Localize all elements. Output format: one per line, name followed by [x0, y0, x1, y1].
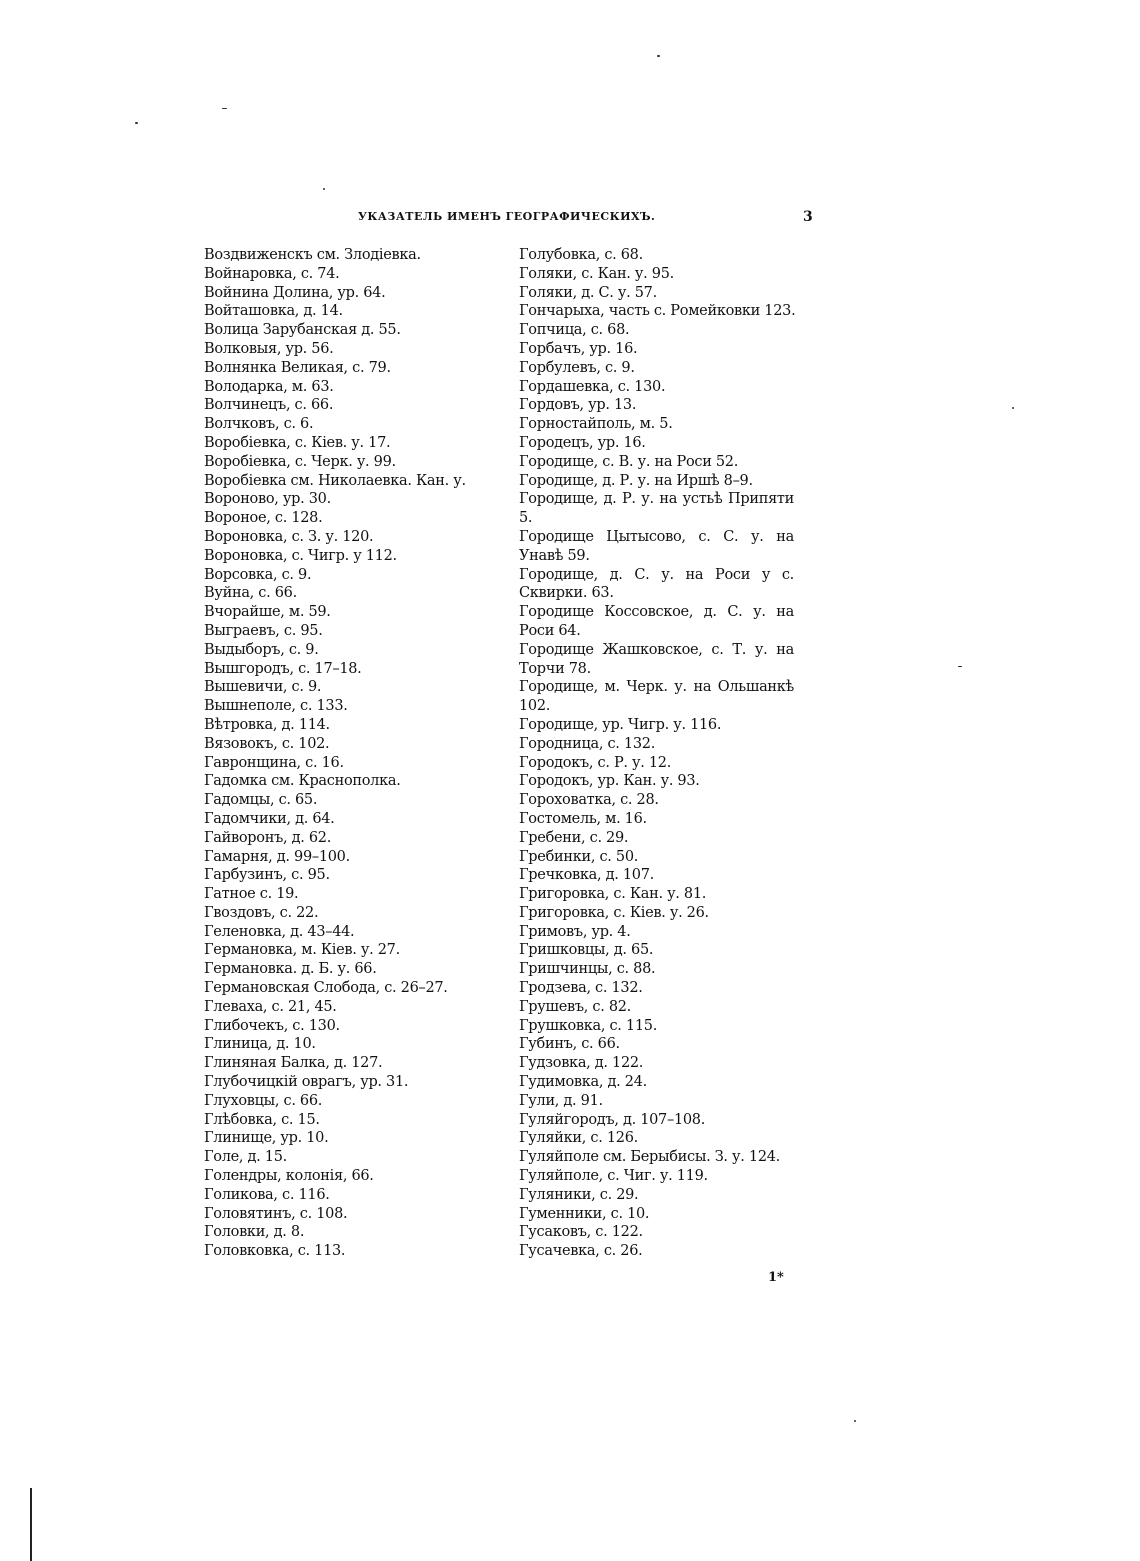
- index-entry: Гречковка, д. 107.: [519, 867, 654, 884]
- index-entry: Гостомель, м. 16.: [519, 810, 647, 827]
- index-entry: Волчковъ, с. 6.: [204, 416, 314, 433]
- index-entry: Володарка, м. 63.: [204, 378, 334, 395]
- index-entry: Гавронщина, с. 16.: [204, 754, 344, 771]
- index-entry: Гуляйки, с. 126.: [519, 1130, 638, 1147]
- index-entry: Вороное, с. 128.: [204, 510, 323, 527]
- index-entry: Головковка, с. 113.: [204, 1243, 346, 1260]
- index-entry: Вчорайше, м. 59.: [204, 604, 331, 621]
- index-entry: Губинъ, с. 66.: [519, 1036, 620, 1053]
- index-entry: Гусаковъ, с. 122.: [519, 1224, 643, 1241]
- index-entry: Войнина Долина, ур. 64.: [204, 284, 386, 301]
- index-entry: Гороховатка, с. 28.: [519, 792, 659, 809]
- scan-speck: [222, 108, 227, 109]
- index-entry: Гули, д. 91.: [519, 1092, 603, 1109]
- index-entry: Гордашевка, с. 130.: [519, 378, 666, 395]
- index-entry: Гордовъ, ур. 13.: [519, 397, 637, 414]
- index-entry: Волица Зарубанская д. 55.: [204, 322, 401, 339]
- index-entry: Глеваха, с. 21, 45.: [204, 998, 337, 1015]
- index-entry: Городница, с. 132.: [519, 735, 656, 752]
- signature-mark: 1*: [768, 1270, 784, 1285]
- scan-speck: [1012, 407, 1014, 409]
- index-entry: Городище Коссовское, д. С. у. на Роси 64.: [519, 604, 794, 639]
- index-column-right: [519, 246, 794, 1261]
- index-entry: Гуменники, с. 10.: [519, 1205, 650, 1222]
- index-entry: Глинище, ур. 10.: [204, 1130, 329, 1147]
- scan-speck: [657, 55, 660, 57]
- index-entry: Гримовъ, ур. 4.: [519, 923, 631, 940]
- index-entry: Городокъ, с. Р. у. 12.: [519, 754, 672, 771]
- index-entry: Волнянка Великая, с. 79.: [204, 359, 391, 376]
- index-entry: Городище, с. В. у. на Роси 52.: [519, 453, 739, 470]
- index-entry: Гудимовка, д. 24.: [519, 1074, 647, 1091]
- scan-edge-line: [30, 1488, 32, 1561]
- index-entry: Воробіевка, с. Черк. у. 99.: [204, 453, 396, 470]
- index-entry: Ворсовка, с. 9.: [204, 566, 312, 583]
- index-entry: Глуховцы, с. 66.: [204, 1092, 323, 1109]
- index-entry: Григоровка, с. Кан. у. 81.: [519, 886, 707, 903]
- index-entry: Вѣтровка, д. 114.: [204, 716, 330, 733]
- index-entry: Городокъ, ур. Кан. у. 93.: [519, 773, 700, 790]
- index-entry: Воздвиженскъ см. Злодіевка.: [204, 247, 421, 263]
- index-entry: Горбачъ, ур. 16.: [519, 340, 638, 357]
- index-entry: Войташовка, д. 14.: [204, 303, 343, 320]
- index-entry: Городище, д. Р. у. на устьѣ Припяти 5.: [519, 491, 794, 527]
- index-entry: Головки, д. 8.: [204, 1224, 305, 1241]
- index-entry: Волковыя, ур. 56.: [204, 340, 334, 357]
- index-entry: Городецъ, ур. 16.: [519, 434, 646, 451]
- index-entry: Вороновка, с. З. у. 120.: [204, 528, 374, 545]
- index-entry: Гудзовка, д. 122.: [519, 1055, 644, 1072]
- index-entry: Глѣбовка, с. 15.: [204, 1111, 320, 1128]
- index-entry: Гатное с. 19.: [204, 886, 299, 903]
- index-entry: Выграевъ, с. 95.: [204, 622, 323, 639]
- index-entry: Гопчица, с. 68.: [519, 322, 630, 339]
- index-entry: Вуйна, с. 66.: [204, 585, 297, 602]
- scan-speck: [958, 666, 962, 667]
- index-entry: Гарбузинъ, с. 95.: [204, 867, 330, 884]
- index-entry: Голендры, колонія, 66.: [204, 1168, 374, 1185]
- index-entry: Гребени, с. 29.: [519, 829, 629, 846]
- index-entry: Гуляники, с. 29.: [519, 1186, 639, 1203]
- index-entry: Войнаровка, с. 74.: [204, 265, 340, 282]
- index-entry: Вышгородъ, с. 17–18.: [204, 660, 362, 677]
- index-entry: Голубовка, с. 68.: [519, 247, 643, 263]
- index-entry: Гродзева, с. 132.: [519, 980, 643, 997]
- index-entry: Гребинки, с. 50.: [519, 848, 639, 865]
- index-entry: Городище, д. С. у. на Роси у с. Сквирки. 63.: [519, 566, 794, 602]
- index-entry: Григоровка, с. Кiев. у. 26.: [519, 904, 709, 921]
- index-entry: Германовская Слобода, с. 26–27.: [204, 980, 448, 997]
- index-entry: Гадомцы, с. 65.: [204, 792, 318, 809]
- index-entry: Вороново, ур. 30.: [204, 491, 331, 508]
- index-entry: Гвоздовъ, с. 22.: [204, 904, 319, 921]
- index-entry: Гуляйгородъ, д. 107–108.: [519, 1111, 706, 1128]
- index-entry: Голяки, д. С. у. 57.: [519, 284, 657, 301]
- index-entry: Городище, ур. Чигр. у. 116.: [519, 716, 722, 733]
- index-entry: Выдыборъ, с. 9.: [204, 641, 319, 658]
- scan-speck: [135, 122, 138, 124]
- index-entry: Гончарыха, часть с. Ромейковки 123.: [519, 303, 796, 320]
- index-entry: Воробіевка см. Николаевка. Кан. у.: [204, 472, 466, 489]
- index-entry: Гришчинцы, с. 88.: [519, 961, 656, 978]
- index-entry: Гадомчики, д. 64.: [204, 810, 335, 827]
- index-entry: Глиняная Балка, д. 127.: [204, 1055, 383, 1072]
- index-entry: Грушевъ, с. 82.: [519, 998, 631, 1015]
- index-entry: Горностайполь, м. 5.: [519, 416, 673, 433]
- index-entry: Головятинъ, с. 108.: [204, 1205, 348, 1222]
- index-entry: Голикова, с. 116.: [204, 1186, 330, 1203]
- running-title: УКАЗАТЕЛЬ ИМЕНЪ ГЕОГРАФИЧЕСКИХЪ.: [358, 210, 656, 223]
- index-column-left: [204, 246, 494, 1261]
- index-entry: Гуляйполе, с. Чиг. у. 119.: [519, 1168, 708, 1185]
- page-header: [0, 210, 1140, 230]
- index-entry: Вязовокъ, с. 102.: [204, 735, 330, 752]
- index-entry: Вышевичи, с. 9.: [204, 679, 322, 696]
- index-entry: Глубочицкій оврагъ, ур. 31.: [204, 1074, 409, 1091]
- index-entry: Глибочекъ, с. 130.: [204, 1017, 340, 1034]
- index-entry: Гуляйполе см. Берыбисы. З. у. 124.: [519, 1149, 780, 1166]
- index-entry: Голяки, с. Кан. у. 95.: [519, 265, 674, 282]
- index-entry: Гусачевка, с. 26.: [519, 1243, 643, 1260]
- index-entry: Городище, д. Р. у. на Иршѣ 8–9.: [519, 472, 753, 489]
- index-entry: Германовка, м. Кiев. у. 27.: [204, 942, 400, 959]
- index-entry: Городище, м. Черк. у. на Ольшанкѣ 102.: [519, 679, 794, 715]
- index-entry: Гамарня, д. 99–100.: [204, 848, 350, 865]
- scan-speck: [323, 188, 325, 190]
- index-entry: Вороновка, с. Чигр. у 112.: [204, 547, 397, 564]
- index-entry: Геленовка, д. 43–44.: [204, 923, 355, 940]
- index-entry: Глиница, д. 10.: [204, 1036, 316, 1053]
- index-entry: Голе, д. 15.: [204, 1149, 287, 1166]
- index-entry: Вышнеполе, с. 133.: [204, 698, 348, 715]
- index-entry: Воробіевка, с. Кiев. у. 17.: [204, 434, 391, 451]
- index-entry: Волчинецъ, с. 66.: [204, 397, 334, 414]
- scan-speck: [854, 1420, 856, 1422]
- index-entry: Городище Жашковское, с. Т. у. на Торчи 78.: [519, 641, 794, 677]
- page-number: 3: [803, 209, 813, 225]
- index-entry: Грушковка, с. 115.: [519, 1017, 658, 1034]
- index-entry: Гадомка см. Краснополка.: [204, 773, 401, 790]
- index-entry: Горбулевъ, с. 9.: [519, 359, 635, 376]
- index-entry: Гайворонъ, д. 62.: [204, 829, 332, 846]
- index-entry: Германовка. д. Б. у. 66.: [204, 961, 377, 978]
- index-entry: Гришковцы, д. 65.: [519, 942, 654, 959]
- index-entry: Городище Цытысово, с. С. у. на Унавѣ 59.: [519, 528, 794, 564]
